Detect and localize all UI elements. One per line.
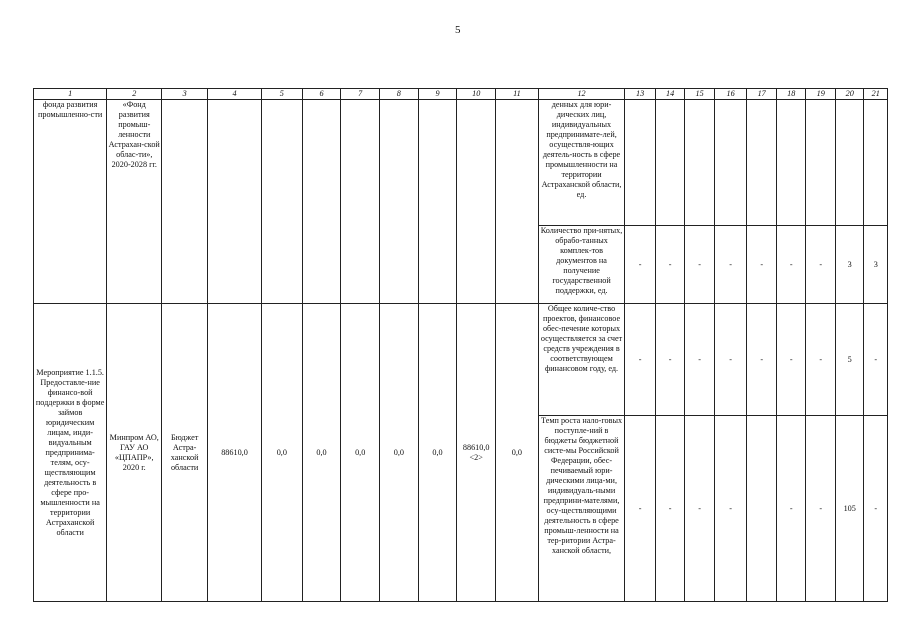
- value-cell: [747, 100, 777, 226]
- amount-cell: 0,0: [418, 304, 457, 602]
- amount-cell: [208, 100, 262, 304]
- value-cell: [747, 416, 777, 602]
- value-cell: -: [806, 226, 836, 304]
- executor: Минпром АО, ГАУ АО «ЦПАПР», 2020 г.: [107, 304, 162, 602]
- col-header: 9: [418, 89, 457, 100]
- value-cell: -: [714, 416, 747, 602]
- col-header: 5: [261, 89, 302, 100]
- value-cell: [776, 100, 806, 226]
- value-cell: -: [685, 226, 715, 304]
- value-cell: -: [776, 226, 806, 304]
- value-cell: -: [714, 226, 747, 304]
- value-cell: -: [864, 304, 888, 416]
- value-cell: -: [625, 226, 656, 304]
- value-cell: 3: [835, 226, 864, 304]
- col-header: 21: [864, 89, 888, 100]
- page-number: 5: [455, 24, 461, 36]
- value-cell: -: [685, 416, 715, 602]
- col-header: 3: [162, 89, 208, 100]
- value-cell: -: [625, 416, 656, 602]
- indicator-text: Общее количе-ство проектов, финансовое обес-печение которых осуществляется за счет средств учреждения в соответствующем финансовом году, ед.: [538, 304, 625, 416]
- amount-cell: 0,0: [261, 304, 302, 602]
- amount-cell: [302, 100, 341, 304]
- value-cell: [655, 100, 685, 226]
- amount-cell: [380, 100, 419, 304]
- col-header: 6: [302, 89, 341, 100]
- amount-cell: 0,0: [496, 304, 539, 602]
- value-cell: 5: [835, 304, 864, 416]
- indicator-text: Темп роста нало-говых поступле-ний в бюджеты бюджетной систе-мы Российской Федерации, обес-печиваемый юри-дическими лица-ми, индивидуаль-ными предприни-мателями, осу-ществляющими деятельность в сфере промыш-ленности на тер-ритории Астра-ханской области,: [538, 416, 625, 602]
- col-header: 2: [107, 89, 162, 100]
- activity-name: Мероприятие 1.1.5. Предоставле-ние финансо-вой поддержки в форме займов юридическим лицам, инди-видуальным предпринима-телям, осу-ществляющим деятельность в сфере про-мышленности на территории Астраханской области: [34, 304, 107, 602]
- value-cell: [685, 100, 715, 226]
- value-cell: -: [685, 304, 715, 416]
- col-header: 1: [34, 89, 107, 100]
- value-cell: -: [655, 416, 685, 602]
- col-header: 13: [625, 89, 656, 100]
- indicator-text: Количество при-нятых, обрабо-танных комплек-тов документов на получение государственной поддержки, ед.: [538, 226, 625, 304]
- value-cell: [806, 100, 836, 226]
- col-header: 10: [457, 89, 496, 100]
- value-cell: -: [714, 304, 747, 416]
- column-number-row: [34, 89, 888, 100]
- value-cell: -: [625, 304, 656, 416]
- amount-cell: 88610,0: [208, 304, 262, 602]
- amount-cell: [341, 100, 380, 304]
- amount-cell: 0,0: [341, 304, 380, 602]
- col-header: 7: [341, 89, 380, 100]
- funding-source: [162, 100, 208, 304]
- col-header: 12: [538, 89, 625, 100]
- col-header: 20: [835, 89, 864, 100]
- value-cell: -: [655, 226, 685, 304]
- value-cell: -: [776, 304, 806, 416]
- table-row: [34, 100, 888, 226]
- indicator-text: денных для юри-дических лиц, индивидуальных предпринимате-лей, осуществля-ющих деятель-ность в сфере промышленности на территории Астраханской области, ед.: [538, 100, 625, 226]
- activity-name: фонда развития промышленно-сти: [34, 100, 107, 304]
- value-cell: [835, 100, 864, 226]
- col-header: 16: [714, 89, 747, 100]
- amount-cell: [418, 100, 457, 304]
- col-header: 11: [496, 89, 539, 100]
- amount-cell: [496, 100, 539, 304]
- col-header: 15: [685, 89, 715, 100]
- amount-cell: 0,0: [380, 304, 419, 602]
- value-cell: 105: [835, 416, 864, 602]
- executor: «Фонд развития промыш-ленности Астрахан-ской облас-ти», 2020-2028 гг.: [107, 100, 162, 304]
- value-cell: -: [806, 416, 836, 602]
- col-header: 19: [806, 89, 836, 100]
- value-cell: [864, 100, 888, 226]
- value-cell: -: [747, 226, 777, 304]
- value-cell: 3: [864, 226, 888, 304]
- col-header: 18: [776, 89, 806, 100]
- amount-cell: 88610,0 <2>: [457, 304, 496, 602]
- value-cell: -: [655, 304, 685, 416]
- value-cell: -: [747, 304, 777, 416]
- amount-cell: 0,0: [302, 304, 341, 602]
- value-cell: -: [864, 416, 888, 602]
- value-cell: -: [776, 416, 806, 602]
- value-cell: -: [806, 304, 836, 416]
- col-header: 14: [655, 89, 685, 100]
- col-header: 4: [208, 89, 262, 100]
- col-header: 8: [380, 89, 419, 100]
- col-header: 17: [747, 89, 777, 100]
- table-row: [34, 304, 888, 416]
- funding-source: Бюджет Астра-ханской области: [162, 304, 208, 602]
- value-cell: [625, 100, 656, 226]
- amount-cell: [457, 100, 496, 304]
- amount-cell: [261, 100, 302, 304]
- program-table: [33, 88, 888, 602]
- value-cell: [714, 100, 747, 226]
